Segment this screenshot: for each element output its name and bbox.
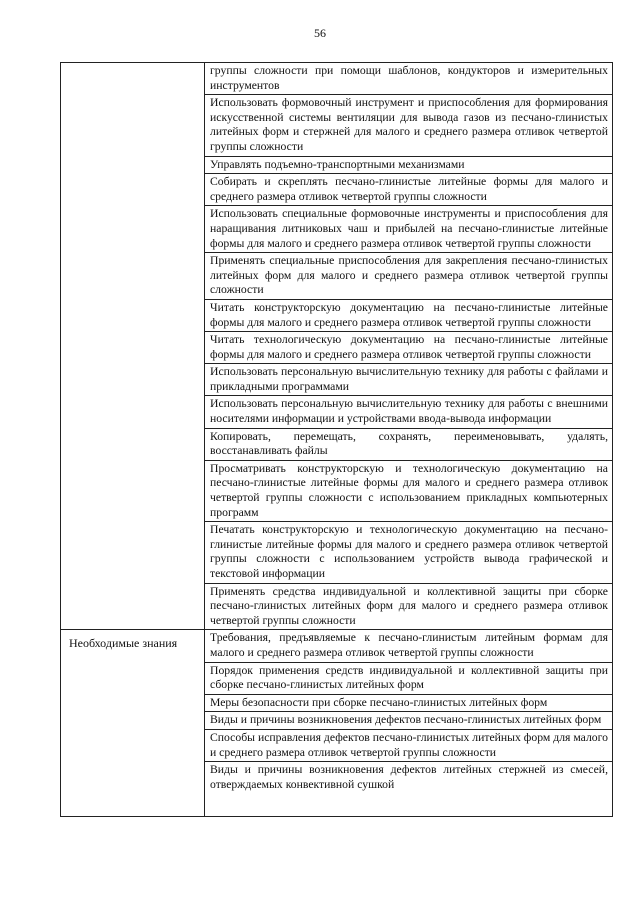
knowledge-label-cell: [61, 630, 205, 817]
skill-item: Использовать персональную вычислительную технику для работы с внешними носителями информации и устройствами ввода-вывода информации: [205, 396, 612, 428]
knowledge-item: Требования, предъявляемые к песчано-глинистым литейным формам для малого и среднего размера отливок четвертой группы сложности: [205, 630, 612, 662]
skill-item: Просматривать конструкторскую и технологическую документацию на песчано-глинистые литейные формы для малого и среднего размера отливок четвертой группы сложности с использованием прикладных компьютерных программ: [205, 461, 612, 522]
skill-item: группы сложности при помощи шаблонов, кондукторов и измерительных инструментов: [205, 63, 612, 95]
knowledge-row: [61, 630, 613, 817]
skill-item: Использовать формовочный инструмент и приспособления для формирования искусственной системы вентиляции для вывода газов из песчано-глинистых литейных форм и стержней для малого и среднего размера отливок четвертой группы сложности: [205, 95, 612, 156]
skill-item: Собирать и скреплять песчано-глинистые литейные формы для малого и среднего размера отливок четвертой группы сложности: [205, 174, 612, 206]
skill-item: Читать конструкторскую документацию на песчано-глинистые литейные формы для малого и среднего размера отливок четвертой группы сложности: [205, 300, 612, 332]
requirements-table: [60, 62, 613, 817]
skill-item: Использовать персональную вычислительную технику для работы с файлами и прикладными программами: [205, 364, 612, 396]
skill-item: Печатать конструкторскую и технологическую документацию на песчано-глинистые литейные формы для малого и среднего размера отливок четвертой группы сложности с использованием устройств вывода графической и текстовой информации: [205, 522, 612, 583]
skills-list-cell: [205, 63, 613, 630]
knowledge-label: Необходимые знания: [69, 636, 178, 651]
page-number: 56: [314, 26, 326, 40]
knowledge-item: Способы исправления дефектов песчано-глинистых литейных форм для малого и среднего размера отливок четвертой группы сложности: [205, 730, 612, 762]
skill-item: Применять специальные приспособления для закрепления песчано-глинистых литейных форм для малого и среднего размера отливок четвертой группы сложности: [205, 253, 612, 300]
skill-item: Читать технологическую документацию на песчано-глинистые литейные формы для малого и среднего размера отливок четвертой группы сложности: [205, 332, 612, 364]
skills-label: [61, 63, 204, 69]
knowledge-item: Порядок применения средств индивидуальной и коллективной защиты при сборке песчано-глинистых литейных форм: [205, 663, 612, 695]
skill-item: Использовать специальные формовочные инструменты и приспособления для наращивания литниковых чаш и прибылей на песчано-глинистые литейные формы для малого и среднего размера отливок четвертой группы сложности: [205, 206, 612, 253]
skill-item: Применять средства индивидуальной и коллективной защиты при сборке песчано-глинистых литейных форм для малого и среднего размера отливок четвертой группы сложности: [210, 584, 608, 627]
skill-item: Копировать, перемещать, сохранять, переименовывать, удалять, восстанавливать файлы: [205, 429, 612, 461]
knowledge-item: Меры безопасности при сборке песчано-глинистых литейных форм: [205, 695, 612, 713]
skills-label-cell: [61, 63, 205, 630]
knowledge-item: Виды и причины возникновения дефектов литейных стержней из смесей, отверждаемых конвективной сушкой: [210, 763, 608, 791]
skill-item: Управлять подъемно-транспортными механизмами: [205, 157, 612, 175]
knowledge-list-cell: [205, 630, 613, 817]
skills-row: [61, 63, 613, 630]
knowledge-item: Виды и причины возникновения дефектов песчано-глинистых литейных форм: [205, 712, 612, 730]
